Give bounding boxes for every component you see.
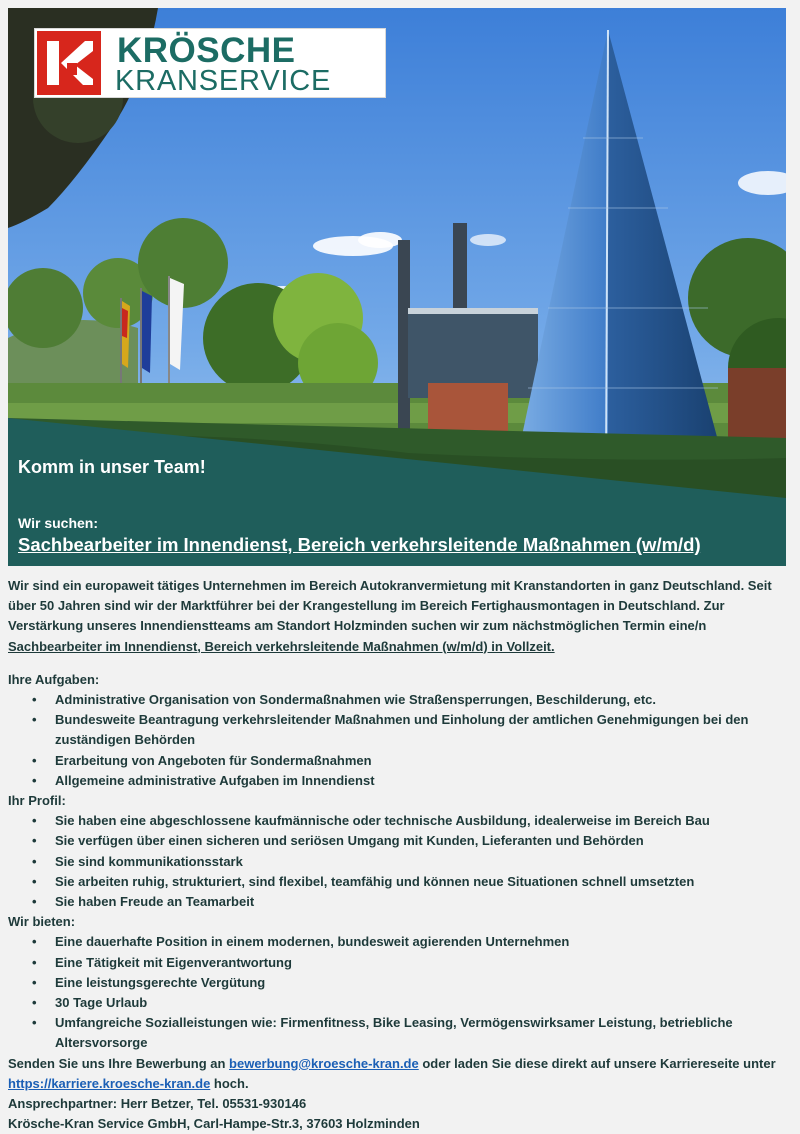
contact-person: Ansprechpartner: Herr Betzer, Tel. 05531-930146 — [8, 1096, 307, 1112]
email-link[interactable]: bewerbung@kroesche-kran.de — [229, 1055, 419, 1071]
list-item: • Sie haben Freude an Teamarbeit — [8, 892, 783, 912]
list-item: • Sie haben eine abgeschlossene kaufmännische oder technische Ausbildung, idealerweise im Bereich Bau — [8, 811, 783, 831]
list-item: • Bundesweite Beantragung verkehrsleitender Maßnahmen und Einholung der amtlichen Genehmigungen bei den zuständigen Behörden — [8, 710, 783, 750]
tasks-list — [8, 690, 783, 791]
logo-text-kranservice: KRANSERVICE — [115, 65, 332, 97]
list-item: • Sie arbeiten ruhig, strukturiert, sind flexibel, teamfähig und können neue Situationen schnell umsetzten — [8, 872, 783, 892]
list-item: • Eine Tätigkeit mit Eigenverantwortung — [8, 953, 783, 973]
intro-paragraph — [8, 576, 783, 657]
offer-list — [8, 932, 783, 1053]
list-item: • 30 Tage Urlaub — [8, 993, 783, 1013]
hero-team-heading: Komm in unser Team! — [18, 457, 206, 477]
kroesche-logo-icon — [37, 31, 101, 95]
offer-heading: Wir bieten: — [8, 914, 76, 930]
intro-text: Wir sind ein europaweit tätiges Unternehmen im Bereich Autokranvermietung mit Kranstandorten in ganz Deutschland. Seit über 50 Jahren sind wir der Marktführer bei der Krangestellung im Bereich Fertighausmontagen in Deutschland. Zur Verstärkung unseres Innendienstteams am Standort Holzminden suchen wir zum nächstmöglichen Termin eine/n — [8, 578, 772, 634]
career-site-link[interactable]: https://karriere.kroesche-kran.de — [8, 1075, 211, 1091]
application-text-middle: oder laden Sie diese direkt auf unsere Karriereseite unter — [418, 1055, 776, 1071]
hero-job-title: Sachbearbeiter im Innendienst, Bereich verkehrsleitende Maßnahmen (w/m/d) — [18, 534, 701, 555]
profile-list — [8, 811, 783, 912]
list-item: • Eine dauerhafte Position in einem modernen, bundesweit agierenden Unternehmen — [8, 932, 783, 952]
application-text-suffix: hoch. — [210, 1075, 249, 1091]
hero-banner — [8, 8, 786, 566]
application-text-prefix: Senden Sie uns Ihre Bewerbung an — [8, 1055, 230, 1071]
hero-search-label: Wir suchen: — [18, 515, 98, 531]
company-logo — [34, 28, 386, 98]
list-item: • Administrative Organisation von Sondermaßnahmen wie Straßensperrungen, Beschilderung, etc. — [8, 690, 783, 710]
list-item: • Umfangreiche Sozialleistungen wie: Firmenfitness, Bike Leasing, Vermögenswirksamer Leistung, betriebliche Altersvorsorge — [8, 1013, 783, 1053]
logo-text-kroesche: KRÖSCHE — [117, 31, 296, 70]
list-item: • Sie sind kommunikationsstark — [8, 852, 783, 872]
list-item: • Eine leistungsgerechte Vergütung — [8, 973, 783, 993]
list-item: • Allgemeine administrative Aufgaben im Innendienst — [8, 771, 783, 791]
list-item: • Sie verfügen über einen sicheren und seriösen Umgang mit Kunden, Lieferanten und Behörden — [8, 831, 783, 851]
intro-job-link: Sachbearbeiter im Innendienst, Bereich verkehrsleitende Maßnahmen (w/m/d) in Vollzeit. — [8, 638, 555, 654]
posting-body — [8, 576, 783, 1134]
tasks-heading: Ihre Aufgaben: — [8, 671, 100, 687]
profile-heading: Ihr Profil: — [8, 793, 66, 809]
company-address: Krösche-Kran Service GmbH, Carl-Hampe-Str.3, 37603 Holzminden — [8, 1116, 420, 1132]
application-paragraph — [8, 1054, 783, 1094]
list-item: • Erarbeitung von Angeboten für Sondermaßnahmen — [8, 751, 783, 771]
